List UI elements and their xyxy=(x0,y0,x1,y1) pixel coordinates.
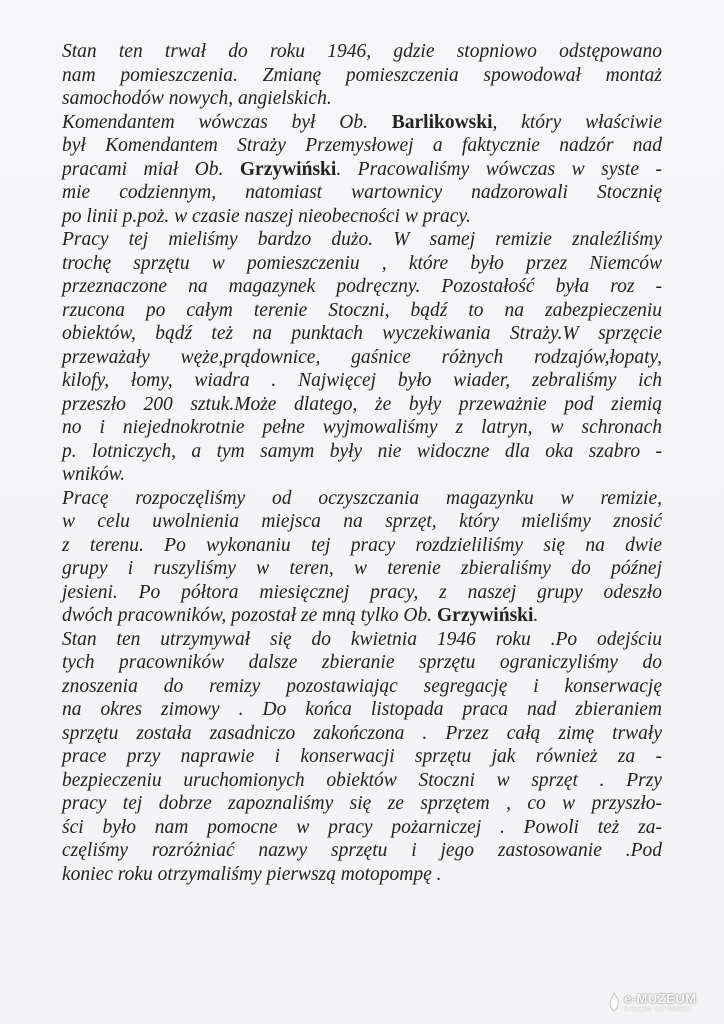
text-segment: jesieni. Po półtora miesięcznej pracy, z naszej grupy odeszło xyxy=(62,581,662,603)
text-segment: Stan ten trwał do roku 1946, gdzie stopniowo odstępowano xyxy=(62,41,662,62)
text-line xyxy=(62,393,662,417)
text-line xyxy=(62,40,662,64)
text-segment: sprzętu została zasadniczo zakończona . Przez całą zimę trwały xyxy=(62,722,662,744)
text-segment: w celu uwolnienia miejsca na sprzęt, który mieliśmy znosić xyxy=(62,511,662,532)
text-segment: samochodów nowych, angielskich. xyxy=(62,88,332,109)
text-line xyxy=(62,205,662,229)
text-segment: dwóch pracowników, pozostał ze mną tylko Ob. xyxy=(62,605,437,626)
text-segment: na okres zimowy . Do końca listopada praca nad zbieraniem xyxy=(62,699,662,720)
text-line xyxy=(62,651,662,675)
text-segment: no i niejednokrotnie pełne wyjmowaliśmy z latryn, w schronach xyxy=(62,417,662,438)
text-line xyxy=(62,769,662,793)
text-line xyxy=(62,158,662,182)
text-line xyxy=(62,369,662,393)
text-segment: obiektów, bądź też na punktach wyczekiwania Straży.W sprzęcie xyxy=(62,323,662,344)
watermark-subtitle: STOCZNI GDYŃSKIEJ xyxy=(624,1006,691,1013)
text-line xyxy=(62,64,662,88)
text-line xyxy=(62,87,662,111)
text-segment: pracy tej dobrze zapoznaliśmy się ze sprzętem , co w przyszło- xyxy=(62,793,662,814)
text-segment: kilofy, łomy, wiadra . Najwięcej było wiader, zebraliśmy ich xyxy=(62,370,662,391)
watermark-logo xyxy=(608,984,718,1020)
text-segment: tych pracowników dalsze zbieranie sprzętu ograniczyliśmy do xyxy=(62,652,662,673)
text-line xyxy=(62,581,662,605)
text-line xyxy=(62,252,662,276)
text-line xyxy=(62,299,662,323)
text-segment: znoszenia do remizy pozostawiając segregację i konserwację xyxy=(62,675,662,697)
text-segment: Komendantem wówczas był Ob. xyxy=(62,111,392,133)
text-segment: , który właściwie xyxy=(492,111,662,133)
text-line xyxy=(62,346,662,370)
name-emphasis: Grzywiński xyxy=(437,605,534,626)
text-line xyxy=(62,275,662,299)
text-segment: częliśmy rozróżniać nazwy sprzętu i jego zastosowanie .Pod xyxy=(62,840,662,861)
text-segment: wników. xyxy=(62,464,126,485)
text-line xyxy=(62,440,662,464)
text-line xyxy=(62,134,662,158)
text-segment: rzucona po całym terenie Stoczni, bądź to na zabezpieczeniu xyxy=(62,299,662,321)
text-line xyxy=(62,463,662,487)
text-segment: przeważały węże,prądownice, gaśnice różnych rodzajów,łopaty, xyxy=(62,346,662,368)
text-segment: Pracę rozpoczęliśmy od oczyszczania magazynku w remizie, xyxy=(62,487,662,509)
text-line xyxy=(62,816,662,840)
text-line xyxy=(62,792,662,816)
text-segment: grupy i ruszyliśmy w teren, w terenie zbieraliśmy do późnej xyxy=(62,558,662,579)
watermark-title: e-MUZEUM xyxy=(624,990,697,1006)
text-segment: . xyxy=(533,605,539,626)
text-segment: . Pracowaliśmy wówczas w syste - xyxy=(336,158,663,180)
text-line xyxy=(62,557,662,581)
text-line xyxy=(62,487,662,511)
text-line xyxy=(62,745,662,769)
text-segment: Pracy tej mieliśmy bardzo dużo. W samej remizie znaleźliśmy xyxy=(62,229,662,250)
text-line xyxy=(62,863,662,887)
text-segment: prace przy naprawie i konserwacji sprzętu jak również za - xyxy=(62,746,662,767)
text-line xyxy=(62,534,662,558)
text-segment: przeznaczone na magazynek podręczny. Pozostałość była roz - xyxy=(62,276,662,297)
text-segment: był Komendantem Straży Przemysłowej a faktycznie nadzór nad xyxy=(62,135,662,156)
text-segment: ści było nam pomocne w pracy pożarniczej . Powoli też za- xyxy=(62,816,662,838)
text-line xyxy=(62,722,662,746)
text-line xyxy=(62,675,662,699)
name-emphasis: Grzywiński xyxy=(239,158,337,180)
text-line xyxy=(62,839,662,863)
text-line xyxy=(62,111,662,135)
text-segment: trochę sprzętu w pomieszczeniu , które było przez Niemców xyxy=(62,252,662,274)
text-line xyxy=(62,322,662,346)
text-line xyxy=(62,628,662,652)
text-line xyxy=(62,604,662,628)
text-segment: przeszło 200 sztuk.Może dlatego, że były przeważnie pod ziemią xyxy=(62,393,662,415)
name-emphasis: Barlikowski xyxy=(391,111,493,133)
text-segment: po linii p.poż. w czasie naszej nieobecności w pracy. xyxy=(62,205,471,227)
text-segment: koniec roku otrzymaliśmy pierwszą motopompę . xyxy=(62,863,442,885)
text-line xyxy=(62,510,662,534)
text-segment: nam pomieszczenia. Zmianę pomieszczenia spowodował montaż xyxy=(62,64,662,86)
text-segment: p. lotniczych, a tym samym były nie widoczne dla oka szabro - xyxy=(62,440,662,462)
text-line xyxy=(62,698,662,722)
text-line xyxy=(62,228,662,252)
document-text xyxy=(62,40,662,886)
text-line xyxy=(62,416,662,440)
text-segment: Stan ten utrzymywał się do kwietnia 1946 roku .Po odejściu xyxy=(62,628,662,650)
text-segment: mie codziennym, natomiast wartownicy nadzorowali Stocznię xyxy=(62,182,662,203)
text-segment: pracami miał Ob. xyxy=(62,158,240,180)
text-segment: bezpieczeniu uruchomionych obiektów Stoczni w sprzęt . Przy xyxy=(62,769,662,791)
flame-icon xyxy=(608,992,620,1012)
text-line xyxy=(62,181,662,205)
text-segment: z terenu. Po wykonaniu tej pracy rozdzieliliśmy się na dwie xyxy=(62,534,662,556)
